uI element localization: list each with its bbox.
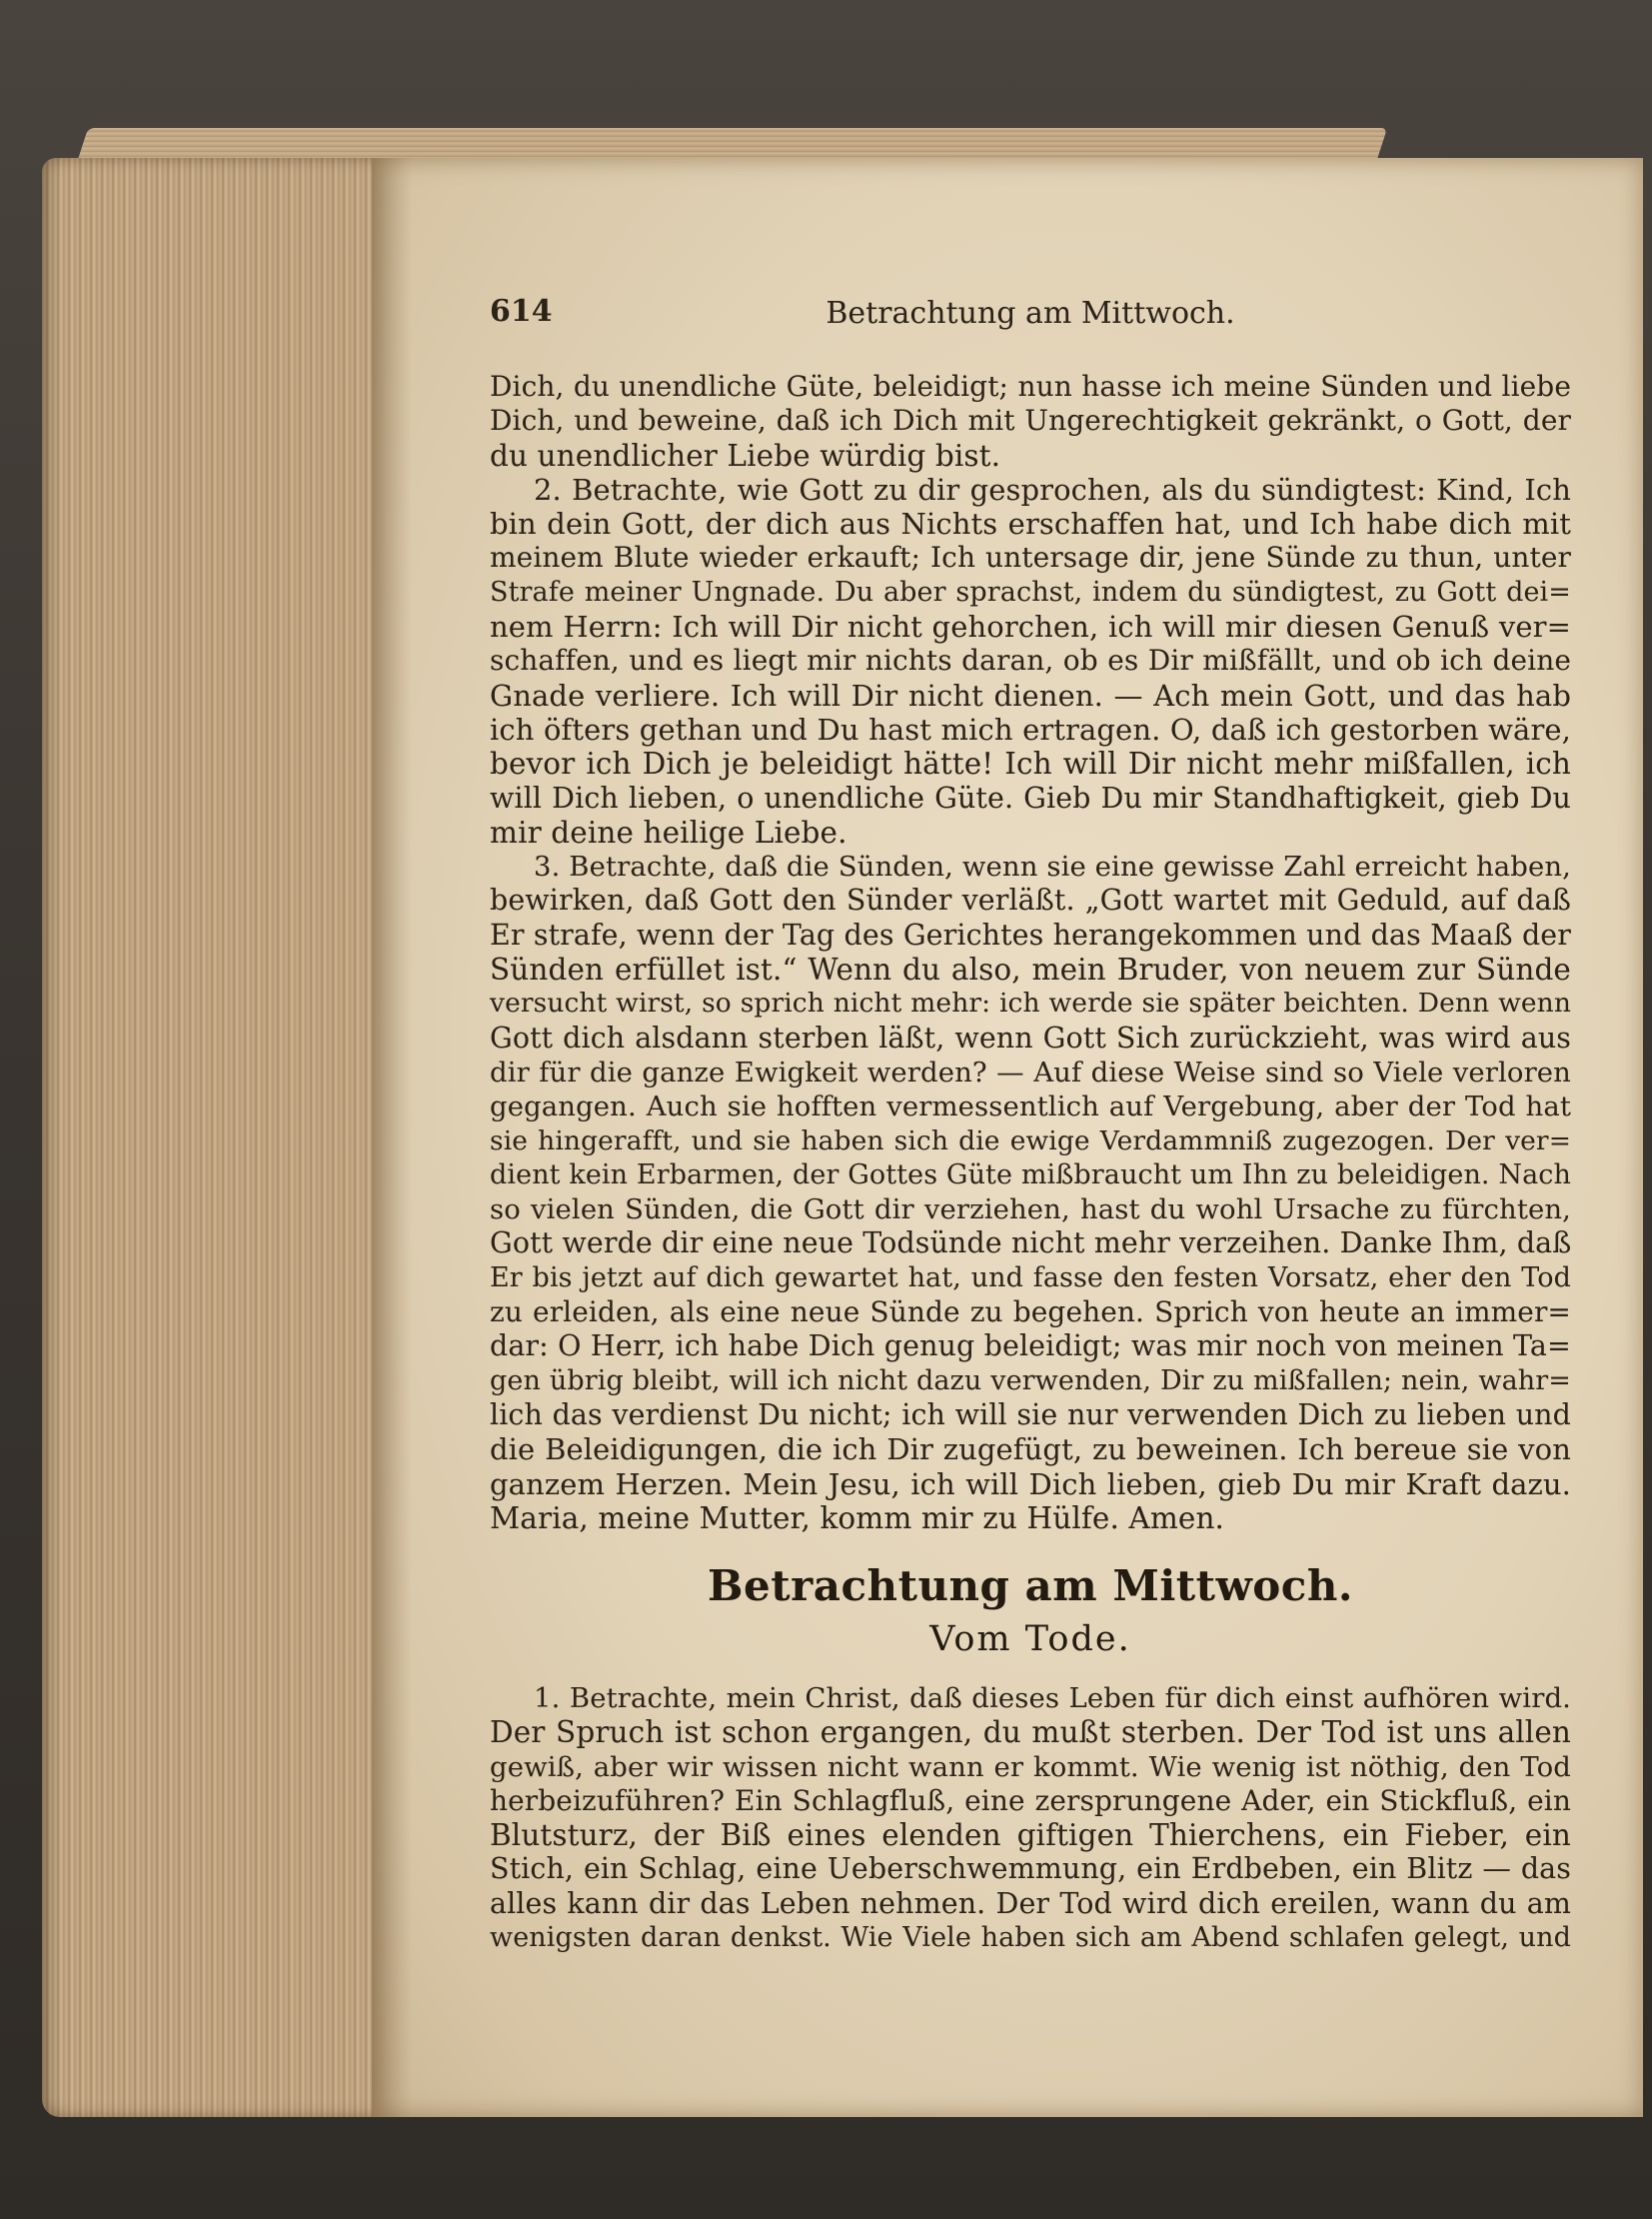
text-line: will Dich lieben, o unendliche Güte. Gieb Du mir Standhaftigkeit, gieb Du (490, 781, 1571, 815)
text-line: lich das verdienst Du nicht; ich will sie nur verwenden Dich zu lieben und (490, 1397, 1571, 1431)
text-line: die Beleidigungen, die ich Dir zugefügt, zu beweinen. Ich bereue sie von (490, 1432, 1571, 1467)
text-line: sie hingerafft, und sie haben sich die ewige Verdammniß zugezogen. Der ver= (490, 1124, 1571, 1156)
text-line: Er bis jetzt auf dich gewartet hat, und fasse den festen Vorsatz, eher den Tod (490, 1261, 1571, 1293)
text-line: herbeizuführen? Ein Schlagfluß, eine zersprungene Ader, ein Stickfluß, ein (490, 1783, 1571, 1817)
text-line: Strafe meiner Ungnade. Du aber sprachst, indem du sündigtest, zu Gott dei= (490, 576, 1571, 608)
text-line: Dich, du unendliche Güte, beleidigt; nun hasse ich meine Sünden und liebe (490, 370, 1571, 403)
text-line: ich öfters gethan und Du hast mich ertragen. O, daß ich gestorben wäre, (490, 712, 1571, 747)
text-line: 2. Betrachte, wie Gott zu dir gesprochen, als du sündigtest: Kind, Ich (534, 472, 1571, 507)
text-line: dar: O Herr, ich habe Dich genug beleidigt; was mir noch von meinen Ta= (490, 1329, 1571, 1363)
text-line: gewiß, aber wir wissen nicht wann er kommt. Wie wenig ist nöthig, den Tod (490, 1750, 1571, 1783)
text-line: alles kann dir das Leben nehmen. Der Tod wird dich ereilen, wann du am (490, 1886, 1571, 1920)
text-line: bewirken, daß Gott den Sünder verläßt. „Gott wartet mit Geduld, auf daß (490, 884, 1571, 918)
page-header (490, 294, 1571, 338)
book (42, 128, 1646, 2137)
text-line: 1. Betrachte, mein Christ, daß dieses Leben für dich einst aufhören wird. (534, 1682, 1571, 1714)
text-line: so vielen Sünden, die Gott dir verziehen, hast du wohl Ursache zu fürchten, (490, 1193, 1571, 1226)
text-line: gen übrig bleibt, will ich nicht dazu verwenden, Dir zu mißfallen; nein, wahr= (490, 1364, 1571, 1396)
section-subtitle: Vom Tode. (929, 1619, 1131, 1659)
text-line: dir für die ganze Ewigkeit werden? — Auf diese Weise sind so Viele verloren (490, 1056, 1571, 1089)
text-line: schaffen, und es liegt mir nichts daran, ob es Dir mißfällt, und ob ich deine (490, 644, 1571, 678)
text-line: ganzem Herzen. Mein Jesu, ich will Dich lieben, gieb Du mir Kraft dazu. (490, 1466, 1571, 1501)
text-line: bevor ich Dich je beleidigt hätte! Ich will Dir nicht mehr mißfallen, ich (490, 747, 1571, 782)
text-line: du unendlicher Liebe würdig bist. (490, 438, 1001, 473)
book-page (372, 158, 1643, 2117)
text-line: gegangen. Auch sie hofften vermessentlich auf Vergebung, aber der Tod hat (490, 1091, 1571, 1123)
page-edges (42, 158, 387, 2117)
text-block-2 (490, 1681, 1571, 1955)
text-line: 3. Betrachte, daß die Sünden, wenn sie eine gewisse Zahl erreicht haben, (534, 851, 1571, 884)
text-line: meinem Blute wieder erkauft; Ich untersage dir, jene Sünde zu thun, unter (490, 541, 1571, 575)
text-line: Gott werde dir eine neue Todsünde nicht mehr verzeihen. Danke Ihm, daß (490, 1226, 1572, 1260)
text-line: Stich, ein Schlag, eine Ueberschwemmung, ein Erdbeben, ein Blitz — das (490, 1852, 1571, 1886)
page-number: 614 (490, 294, 553, 329)
section-title: Betrachtung am Mittwoch. (708, 1561, 1353, 1610)
text-line: Gnade verliere. Ich will Dir nicht dienen. — Ach mein Gott, und das hab (490, 678, 1571, 713)
text-line: Maria, meine Mutter, komm mir zu Hülfe. Amen. (490, 1500, 1225, 1535)
running-head: Betrachtung am Mittwoch. (826, 296, 1235, 331)
text-block-1 (490, 370, 1571, 1535)
text-line: Sünden erfüllet ist.“ Wenn du also, mein Bruder, von neuem zur Sünde (490, 953, 1571, 988)
text-line: bin dein Gott, der dich aus Nichts erschaffen hat, und Ich habe dich mit (490, 507, 1571, 542)
text-line: Gott dich alsdann sterben läßt, wenn Gott Sich zurückzieht, was wird aus (490, 1021, 1571, 1055)
text-line: Der Spruch ist schon ergangen, du mußt sterben. Der Tod ist uns allen (490, 1715, 1571, 1750)
gutter-shadow (372, 158, 412, 2117)
text-line: dient kein Erbarmen, der Gottes Güte mißbraucht um Ihn zu beleidigen. Nach (490, 1158, 1571, 1190)
text-line: zu erleiden, als eine neue Sünde zu begehen. Sprich von heute an immer= (490, 1295, 1571, 1329)
text-line: versucht wirst, so sprich nicht mehr: ich werde sie später beichten. Denn wenn (490, 988, 1571, 1020)
text-line: Er strafe, wenn der Tag des Gerichtes herangekommen und das Maaß der (490, 918, 1571, 952)
text-line: mir deine heilige Liebe. (490, 815, 847, 850)
text-line: wenigsten daran denkst. Wie Viele haben sich am Abend schlafen gelegt, und (490, 1922, 1571, 1954)
text-line: Dich, und beweine, daß ich Dich mit Ungerechtigkeit gekränkt, o Gott, der (490, 404, 1571, 438)
text-line: nem Herrn: Ich will Dir nicht gehorchen, ich will mir diesen Genuß ver= (490, 610, 1571, 645)
text-line: Blutsturz, der Biß eines elenden giftigen Thierchens, ein Fieber, ein (490, 1818, 1571, 1853)
